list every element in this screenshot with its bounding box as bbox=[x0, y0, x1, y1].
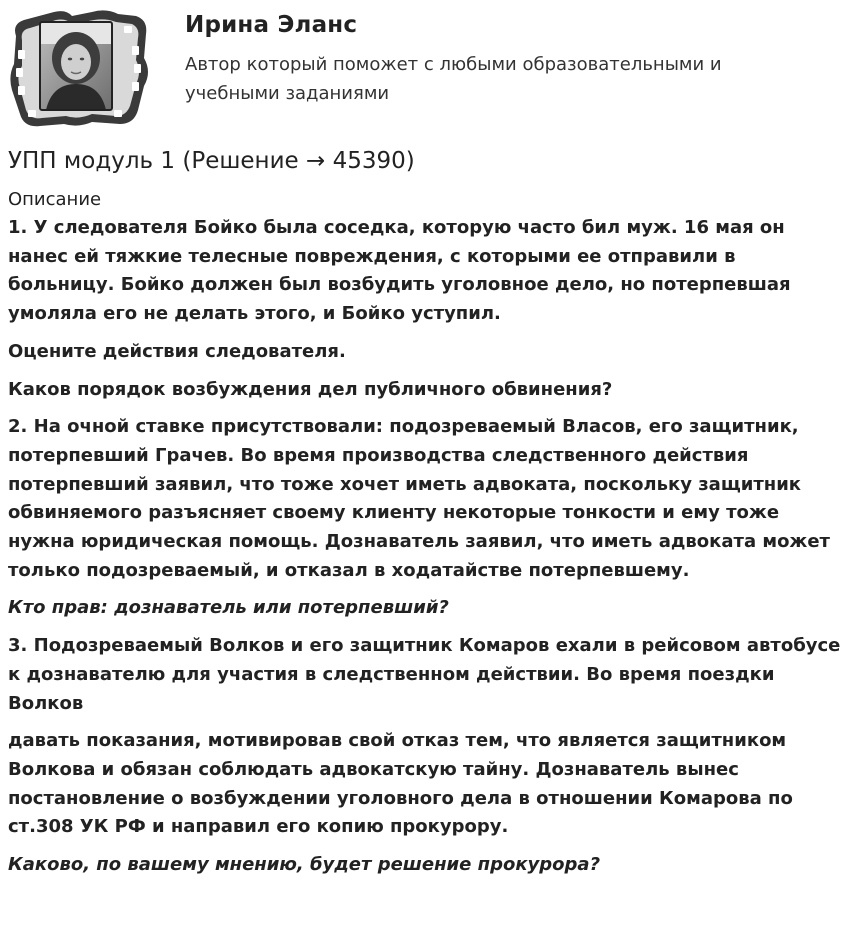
question-italic: Кто прав: дознаватель или потерпевший? bbox=[8, 597, 449, 619]
page-title: УПП модуль 1 (Решение → 45390) bbox=[8, 148, 415, 174]
question-italic: Каково, по вашему мнению, будет решение прокурора? bbox=[8, 854, 601, 876]
description-label: Описание bbox=[8, 189, 102, 210]
author-avatar[interactable] bbox=[6, 6, 152, 130]
author-name[interactable]: Ирина Эланс bbox=[185, 12, 358, 38]
paragraph: 1. У следователя Бойко была соседка, которую часто бил муж. 16 мая он нанес ей тяжкие телесные повреждения, с которыми ее отправили в больницу. Бойко должен был возбудить уголовное дело, но потерпевшая умоляла его не делать этого, и Бойко уступил. bbox=[8, 217, 791, 325]
paragraph: 2. На очной ставке присутствовали: подозреваемый Власов, его защитник, потерпевший Грачев. Во время производства следственного действия потерпевший заявил, что тоже хочет иметь адвоката, поскольку защитник обвиняемого разъясняет своему клиенту некоторые тонкости и ему тоже нужна юридическая помощь. Дознаватель заявил, что иметь адвоката может только подозреваемый, и отказал в ходатайстве потерпевшему. bbox=[8, 416, 830, 581]
author-description: Автор который поможет с любыми образовательными и учебными заданиями bbox=[185, 54, 722, 104]
author-block bbox=[0, 0, 847, 140]
paragraph: 3. Подозреваемый Волков и его защитник Комаров ехали в рейсовом автобусе к дознавателю для участия в следственном действии. Во время поездки Волков bbox=[8, 635, 841, 714]
description-content bbox=[8, 214, 844, 889]
paragraph: давать показания, мотивировав свой отказ тем, что является защитником Волкова и обязан соблюдать адвокатскую тайну. Дознаватель вынес постановление о возбуждении уголовного дела в отношении Комарова по ст.308 УК РФ и направил его копию прокурору. bbox=[8, 730, 793, 838]
paragraph: Оцените действия следователя. bbox=[8, 340, 346, 362]
paragraph: Каков порядок возбуждения дел публичного обвинения? bbox=[8, 378, 613, 400]
